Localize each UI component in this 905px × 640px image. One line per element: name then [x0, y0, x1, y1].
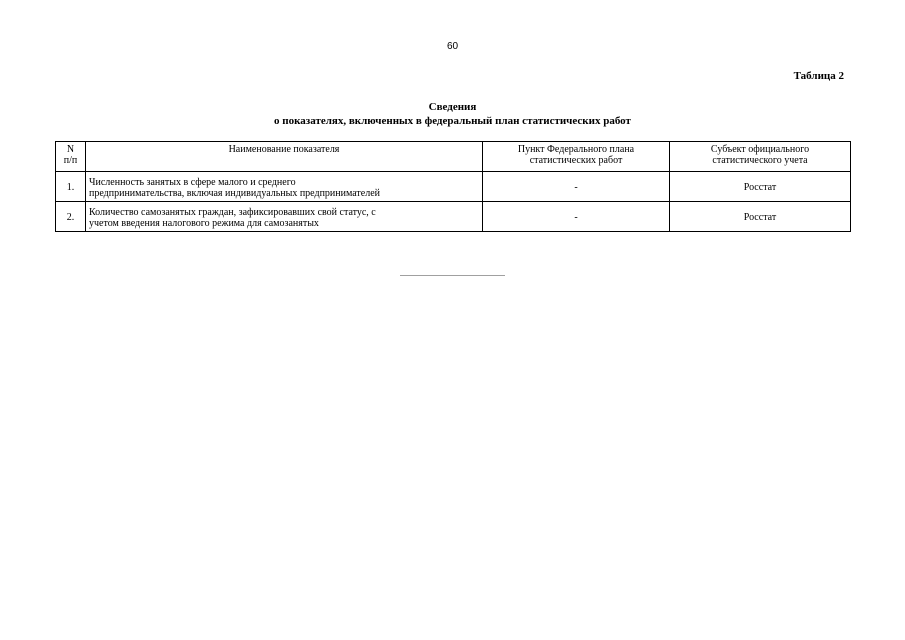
- header-point-line2: статистических работ: [529, 155, 623, 166]
- row-name: [86, 172, 483, 202]
- row-name-line2: учетом введения налогового режима для самозанятых: [89, 217, 319, 229]
- page-number: 60: [446, 41, 459, 52]
- row-name-line2: предпринимательства, включая индивидуальных предпринимателей: [89, 187, 381, 199]
- row-num: 2.: [56, 202, 86, 232]
- header-subject-line1: Субъект официального: [710, 144, 810, 155]
- header-num-line2: п/п: [63, 155, 78, 166]
- row-name: [86, 202, 483, 232]
- header-subject: [670, 142, 851, 172]
- header-name: [86, 142, 483, 172]
- row-name-line1: Количество самозанятых граждан, зафиксировавших свой статус, с: [89, 206, 376, 218]
- header-num: [56, 142, 86, 172]
- table-row: [56, 172, 851, 202]
- indicators-table: [55, 141, 851, 232]
- heading-subtitle: о показателях, включенных в федеральный план статистических работ: [274, 115, 631, 127]
- table-heading: [0, 100, 905, 128]
- table-label: Таблица 2: [793, 70, 844, 82]
- header-point-line1: Пункт Федерального плана: [517, 144, 635, 155]
- header-name-text: Наименование показателя: [228, 144, 340, 155]
- row-point: -: [483, 202, 670, 232]
- footnote-divider: [400, 275, 505, 276]
- row-point: -: [483, 172, 670, 202]
- table-header-row: [56, 142, 851, 172]
- header-subject-line2: статистического учета: [712, 155, 808, 166]
- header-num-line1: N: [66, 144, 75, 155]
- row-subject: Росстат: [670, 172, 851, 202]
- row-num: 1.: [56, 172, 86, 202]
- table-row: [56, 202, 851, 232]
- row-name-line1: Численность занятых в сфере малого и среднего: [89, 176, 296, 188]
- row-subject: Росстат: [670, 202, 851, 232]
- header-point: [483, 142, 670, 172]
- heading-title: Сведения: [428, 101, 477, 113]
